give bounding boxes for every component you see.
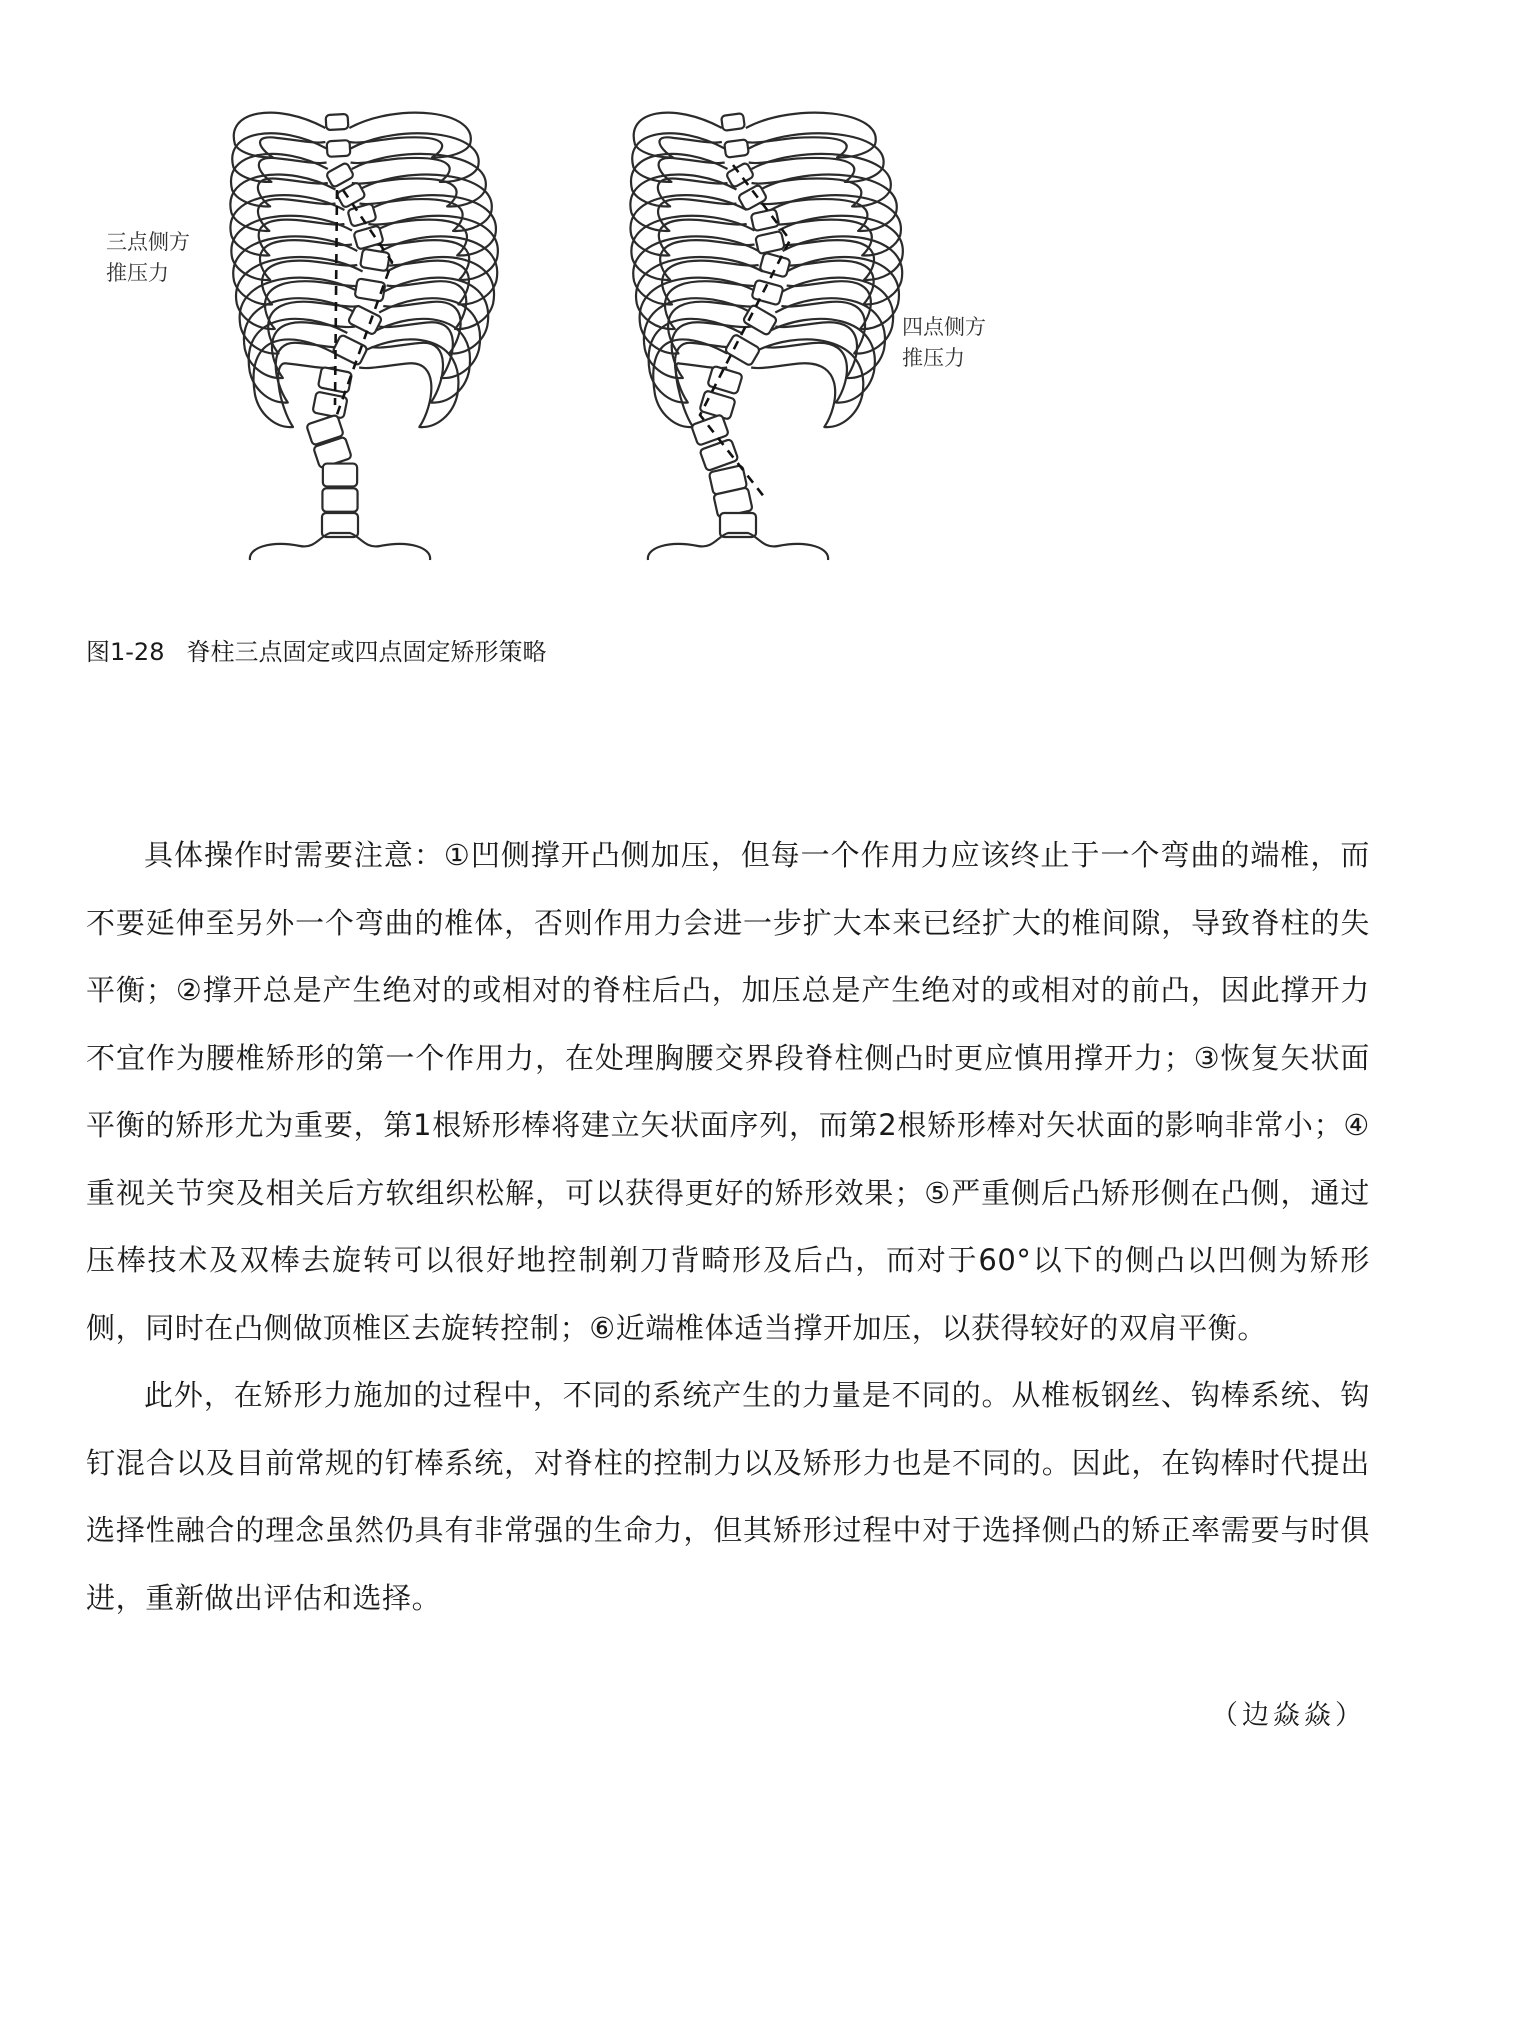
right-rib	[387, 257, 494, 329]
vertebra	[726, 162, 755, 188]
right-rib	[349, 113, 470, 158]
left-label-line-1: 三点侧方	[106, 230, 190, 254]
vertebra	[751, 280, 783, 306]
right-rib	[787, 257, 899, 329]
right-rib	[746, 113, 876, 158]
left-spine-drawing	[230, 113, 497, 560]
vertebra	[360, 249, 390, 272]
vertebra	[725, 334, 761, 366]
right-rib	[359, 339, 458, 427]
left-rib	[233, 236, 357, 304]
vertebra	[323, 464, 357, 487]
vertebra	[724, 139, 749, 157]
right-rib	[371, 319, 470, 403]
right-spine-drawing	[630, 113, 902, 560]
left-rib	[234, 113, 326, 158]
vertebra	[326, 114, 349, 130]
figure-caption	[86, 632, 546, 667]
vertebra	[332, 334, 368, 365]
vertebra	[353, 225, 383, 249]
vertebra	[326, 162, 355, 188]
figure-title: 脊柱三点固定或四点固定矫形策略	[186, 638, 547, 666]
vertebra	[322, 488, 357, 511]
right-label-line-2: 推压力	[902, 346, 965, 370]
right-rib	[751, 339, 863, 427]
author-attribution: （边焱焱）	[1211, 1700, 1366, 1731]
vertebra	[347, 203, 376, 227]
spine-illustration	[0, 0, 1536, 600]
left-rib	[634, 113, 722, 158]
figure-number: 图1-28	[86, 638, 165, 666]
vertebra	[759, 253, 790, 278]
left-rib	[633, 236, 758, 304]
vertebra	[755, 231, 785, 254]
left-figure-label	[106, 227, 190, 289]
vertebra	[327, 140, 351, 157]
right-figure-label	[902, 312, 986, 374]
vertebra	[312, 392, 347, 419]
right-rib	[765, 319, 874, 403]
spine-correction-figure	[0, 0, 1536, 600]
left-label-line-2: 推压力	[106, 261, 169, 285]
paragraph-2: 此外，在矫形力施加的过程中，不同的系统产生的力量是不同的。从椎板钢丝、钩棒系统、钩钉混合以及目前常规的钉棒系统，对脊柱的控制力以及矫形力也是不同的。因此，在钩棒时代提出选择性融合的理念虽然仍具有非常强的生命力，但其矫形过程中对于选择侧凸的矫正率需要与时俱进，重新做出评估和选择。	[86, 1378, 1370, 1615]
paragraph-1: 具体操作时需要注意：①凹侧撑开凸侧加压，但每一个作用力应该终止于一个弯曲的端椎，而不要延伸至另外一个弯曲的椎体，否则作用力会进一步扩大本来已经扩大的椎间隙，导致脊柱的失平衡；②撑开总是产生绝对的或相对的脊柱后凸，加压总是产生绝对的或相对的前凸，因此撑开力不宜作为腰椎矫形的第一个作用力，在处理胸腰交界段脊柱侧凸时更应慎用撑开力；③恢复矢状面平衡的矫形尤为重要，第1根矫形棒将建立矢状面序列，而第2根矫形棒对矢状面的影响非常小；④重视关节突及相关后方软组织松解，可以获得更好的矫形效果；⑤严重侧后凸矫形侧在凸侧，通过压棒技术及双棒去旋转可以很好地控制剃刀背畸形及后凸，而对于60°以下的侧凸以凹侧为矫形侧，同时在凸侧做顶椎区去旋转控制；⑥近端椎体适当撑开加压，以获得较好的双肩平衡。	[86, 838, 1370, 1345]
right-rib	[779, 216, 903, 280]
right-label-line-1: 四点侧方	[902, 315, 986, 339]
vertebra	[721, 113, 745, 131]
right-rib	[376, 216, 498, 280]
body-text	[86, 822, 1370, 1632]
